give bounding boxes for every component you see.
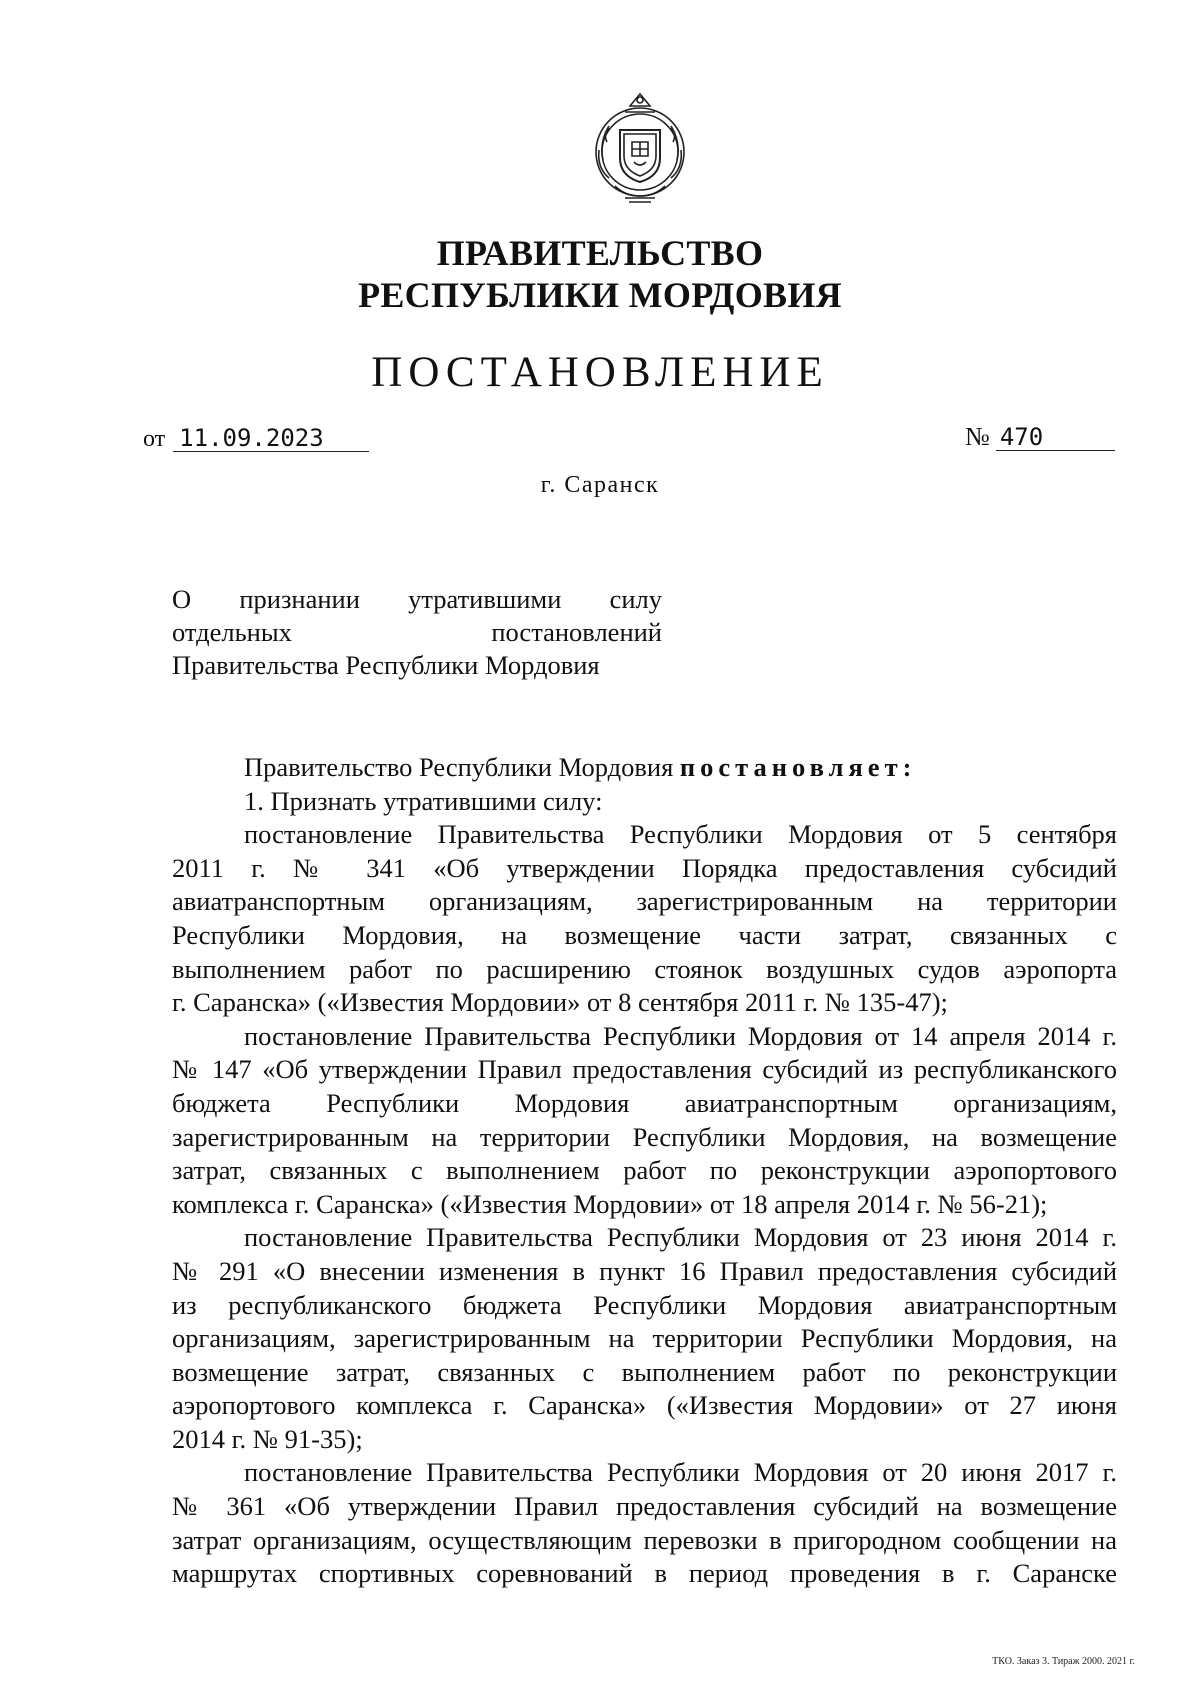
body-line: зарегистрированным на территории Республики Мордовия, на возмещение <box>172 1121 1117 1152</box>
government-title-line1: ПРАВИТЕЛЬСТВО <box>436 233 764 273</box>
subject-line: Правительства Республики Мордовия <box>172 650 600 680</box>
body-intro <box>172 751 1117 785</box>
city-name: г. Саранск <box>540 472 660 498</box>
document-type-title: ПОСТАНОВЛЕНИЕ <box>371 349 829 396</box>
body-line: 1. Признать утратившими силу: <box>244 785 603 816</box>
body-line: № 361 «Об утверждении Правил предоставления субсидий на возмещение <box>172 1491 1117 1522</box>
body-line: № 291 «О внесении изменения в пункт 16 Правил предоставления субсидий <box>172 1255 1117 1286</box>
number-prefix: № <box>965 422 990 451</box>
coat-of-arms-icon <box>585 90 695 208</box>
number-field: 470 <box>996 424 1115 451</box>
body-line: возмещение затрат, связанных с выполнением работ по реконструкции <box>172 1356 1117 1387</box>
body-line: постановление Правительства Республики Мордовия от 23 июня 2014 г. <box>244 1222 1117 1253</box>
body-line: маршрутах спортивных соревнований в период проведения в г. Саранске <box>172 1558 1117 1589</box>
body-line: бюджета Республики Мордовия авиатранспортным организациям, <box>172 1087 1117 1118</box>
body-line: постановление Правительства Республики Мордовия от 20 июня 2017 г. <box>244 1457 1117 1488</box>
number-block <box>965 422 1115 452</box>
document-subject <box>172 583 662 682</box>
date-prefix: от <box>143 426 166 452</box>
body-line: комплекса г. Саранска» («Известия Мордовии» от 18 апреля 2014 г. № 56-21); <box>172 1188 1048 1219</box>
date-block <box>143 424 369 454</box>
body-line: затрат, связанных с выполнением работ по реконструкции аэропортового <box>172 1155 1117 1186</box>
document-body <box>172 751 1117 1591</box>
body-intro-lead: Правительство Республики Мордовия <box>244 752 674 782</box>
body-line: № 147 «Об утверждении Правил предоставления субсидий из республиканского <box>172 1054 1117 1085</box>
government-title-line2: РЕСПУБЛИКИ МОРДОВИЯ <box>358 275 842 315</box>
date-field: 11.09.2023 <box>173 425 369 452</box>
body-line: из республиканского бюджета Республики Мордовия авиатранспортным <box>172 1289 1117 1320</box>
body-intro-emphasis: постановляет: <box>679 752 917 782</box>
body-line: Республики Мордовия, на возмещение части затрат, связанных с <box>172 919 1117 950</box>
body-line: организациям, зарегистрированным на территории Республики Мордовия, на <box>172 1323 1117 1354</box>
body-line: аэропортового комплекса г. Саранска» («Известия Мордовии» от 27 июня <box>172 1390 1117 1421</box>
body-line: постановление Правительства Республики Мордовия от 5 сентября <box>244 819 1117 850</box>
subject-line: отдельных постановлений <box>172 617 662 647</box>
subject-line: О признании утратившими силу <box>172 584 662 614</box>
body-line: 2014 г. № 91-35); <box>172 1423 363 1454</box>
body-line: затрат организациям, осуществляющим перевозки в пригородном сообщении на <box>172 1524 1117 1555</box>
body-line: авиатранспортным организациям, зарегистрированным на территории <box>172 886 1117 917</box>
body-line: выполнением работ по расширению стоянок воздушных судов аэропорта <box>172 953 1117 984</box>
body-line: 2011 г. № 341 «Об утверждении Порядка предоставления субсидий <box>172 852 1117 883</box>
body-line: г. Саранска» («Известия Мордовии» от 8 сентября 2011 г. № 135-47); <box>172 987 948 1018</box>
body-line: постановление Правительства Республики Мордовия от 14 апреля 2014 г. <box>244 1020 1117 1051</box>
print-run-note: ТКО. Заказ 3. Тираж 2000. 2021 г. <box>992 1656 1135 1667</box>
